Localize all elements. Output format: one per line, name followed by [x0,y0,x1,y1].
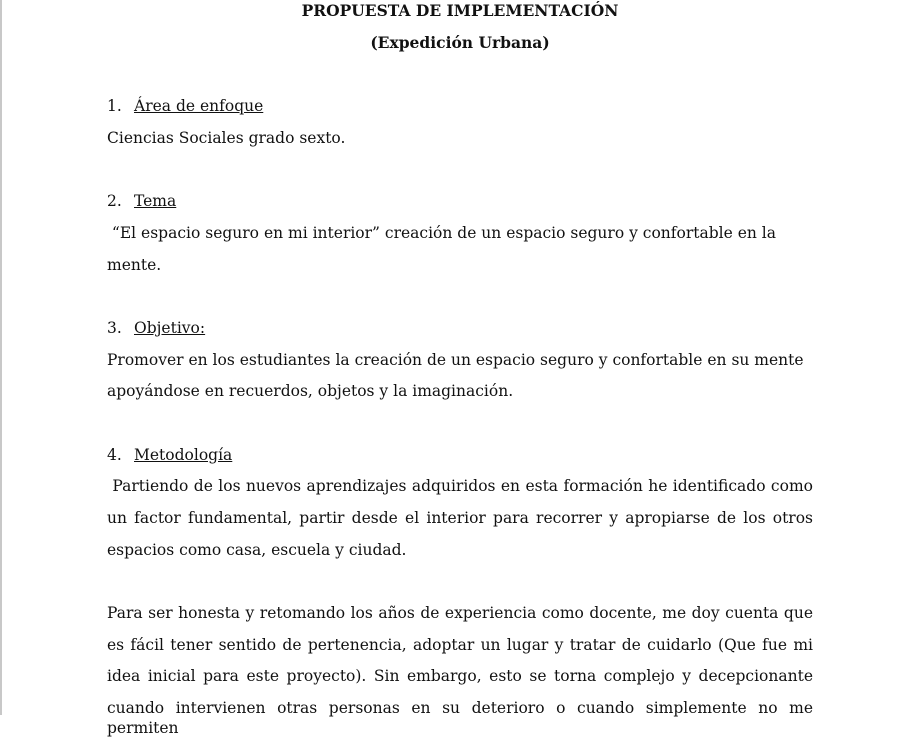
section-4-title: Metodología [134,446,233,464]
section-1-number: 1. [107,97,122,115]
document-title: PROPUESTA DE IMPLEMENTACIÓN [301,1,619,20]
section-4-paragraph-1-line: espacios como casa, escuela y ciudad. [107,541,407,559]
section-4-paragraph-1-line: Partiendo de los nuevos aprendizajes adquiridos en esta formación he identificado como [107,477,813,495]
section-3-number: 3. [107,319,122,337]
section-4-paragraph-2-line: cuando intervienen otras personas en su deterioro o cuando simplemente no me permiten [107,699,813,737]
section-4-heading [107,445,232,465]
section-1-title: Área de enfoque [134,97,264,115]
section-4-paragraph-1-line: un factor fundamental, partir desde el interior para recorrer y apropiarse de los otros [107,509,813,527]
section-2-text-line: “El espacio seguro en mi interior” creación de un espacio seguro y confortable en la [107,224,776,242]
section-2-title: Tema [134,192,177,210]
section-4-paragraph-2-line: Para ser honesta y retomando los años de experiencia como docente, me doy cuenta que [107,604,813,622]
section-2-heading [107,191,176,211]
page-edge [0,0,2,715]
section-3-text-line: apoyándose en recuerdos, objetos y la imaginación. [107,382,514,400]
section-4-paragraph-2-line: idea inicial para este proyecto). Sin embargo, esto se torna complejo y decepcionante [107,667,813,685]
section-3-text-line: Promover en los estudiantes la creación de un espacio seguro y confortable en su mente [107,351,804,369]
section-3-heading [107,318,205,338]
section-4-number: 4. [107,446,122,464]
document-subtitle: (Expedición Urbana) [370,33,550,52]
section-1-heading [107,96,263,116]
section-1-text: Ciencias Sociales grado sexto. [107,129,346,147]
section-4-paragraph-2-line: es fácil tener sentido de pertenencia, adoptar un lugar y tratar de cuidarlo (Que fue mi [107,636,813,654]
section-2-text-line: mente. [107,256,162,274]
section-2-number: 2. [107,192,122,210]
section-3-title: Objetivo: [134,319,206,337]
